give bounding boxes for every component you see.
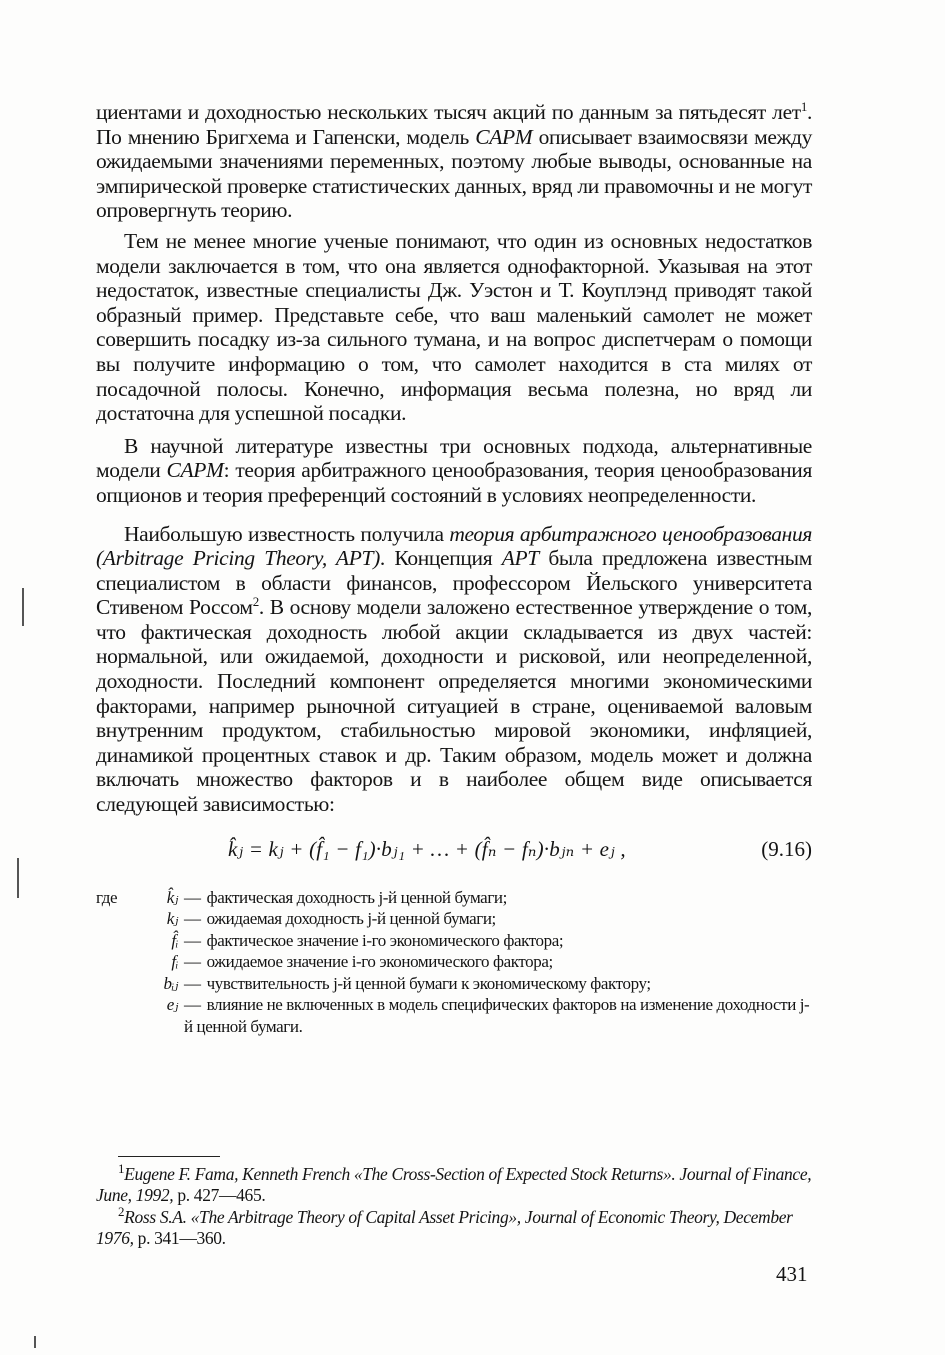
definition-row: [96, 887, 812, 909]
definition-row: [96, 930, 812, 952]
definition-description: фактическая доходность j-й ценной бумаги;: [206, 887, 507, 907]
footnote-2: [96, 1204, 812, 1249]
definition-symbol: f̂ᵢ: [171, 930, 178, 950]
definition-description: ожидаемое значение i-го экономического фактора;: [206, 952, 553, 972]
definition-text: [184, 973, 812, 995]
definition-dash: —: [184, 952, 201, 972]
paragraph-1-text-b: . По мнению Бригхема и Гапенски, модель: [96, 100, 812, 149]
footnote-2-citation: Ross S.A. «The Arbitrage Theory of Capital Asset Pricing», Journal of Economic Theory, December 1976,: [96, 1207, 793, 1248]
definition-symbol: kⱼ: [166, 909, 178, 929]
footnote-ref-2: 2: [252, 594, 259, 610]
formula-9-16: [96, 833, 812, 873]
definition-description: влияние не включенных в модель специфических факторов на изменение доходности j-й ценной бумаги.: [184, 995, 810, 1036]
definition-text: [184, 908, 812, 930]
footnote-ref-1: 1: [800, 98, 807, 114]
definition-symbol: eⱼ: [166, 995, 178, 1015]
definition-symbol: fᵢ: [171, 952, 178, 972]
apt-term: APT: [501, 546, 539, 571]
definitions-list: [96, 887, 812, 1038]
footnote-2-pages: p. 341—360.: [133, 1228, 226, 1248]
capm-term: CAPM: [475, 124, 533, 149]
definition-dash: —: [184, 887, 201, 907]
footnote-1-citation: Eugene F. Fama, Kenneth French «The Cross-Section of Expected Stock Returns». Journal of Finance, June, 1992,: [96, 1164, 812, 1205]
paragraph-4: [96, 522, 812, 817]
footnote-1-mark: 1: [118, 1161, 125, 1177]
margin-mark: [34, 1336, 36, 1348]
where-label: где: [96, 887, 118, 907]
page-number: 431: [776, 1262, 808, 1286]
footnote-1-pages: p. 427—465.: [173, 1185, 266, 1205]
definition-dash: —: [184, 973, 201, 993]
footnote-separator: [118, 1156, 220, 1157]
definition-dash: —: [184, 930, 201, 950]
paragraph-4-text-c: была предложена известным специалистом в области финансов, профессором Йельского университета Стивеном Россом: [96, 546, 813, 620]
paragraph-3-text: В научной литературе известны три основных подхода, альтернативные модели: [96, 433, 812, 483]
footnote-1: [96, 1161, 812, 1206]
equation-number: (9.16): [761, 836, 812, 861]
definition-row: [96, 908, 812, 930]
paragraph-3: [96, 434, 812, 508]
paragraph-4-text: Наибольшую известность получила: [124, 521, 450, 546]
paragraph-4-text-b: . Концепция: [379, 546, 502, 571]
footnote-2-mark: 2: [118, 1204, 125, 1220]
definition-symbol: k̂ⱼ: [166, 887, 178, 907]
definition-description: фактическое значение i-го экономического фактора;: [206, 930, 564, 950]
definition-row: [96, 994, 812, 1037]
definition-dash: —: [184, 909, 201, 929]
page-body: [96, 100, 812, 1037]
definition-text: [184, 930, 812, 952]
paragraph-1: [96, 100, 812, 223]
capm-term: CAPM: [166, 458, 224, 483]
definition-row: [96, 973, 812, 995]
paragraph-2: Тем не менее многие ученые понимают, что один из основных недостатков модели заключается в том, что она является однофакторной. Указывая на этот недостаток, известные специалисты Дж. Уэстон и Т. Коуплэнд приводят такой образный пример. Представьте себе, что ваш маленький самолет не может совершить посадку из-за сильного тумана, и на вопрос диспетчерам о помощи вы получите информацию о том, что самолет находится в ста милях от посадочной полосы. Конечно, информация весьма полезна, но вряд ли достаточна для успешной посадки.: [96, 228, 812, 426]
definition-text: [184, 994, 812, 1037]
definition-text: [184, 887, 812, 909]
paragraph-3-text-b: : теория арбитражного ценообразования, теория ценообразования опционов и теория преференций состояний в условиях неопределенности.: [96, 458, 812, 507]
margin-mark: [22, 588, 24, 626]
definition-row: [96, 951, 812, 973]
definition-description: ожидаемая доходность j-й ценной бумаги;: [206, 909, 496, 929]
paragraph-1-text-c: описывает взаимосвязи между ожидаемыми значениями переменных, поэтому любые выводы, основанные на эмпирической проверке статистических данных, вряд ли правомочны и не могут опровергнуть теорию.: [96, 124, 813, 223]
definition-description: чувствительность j-й ценной бумаги к экономическому фактору;: [206, 973, 651, 993]
paragraph-1-text: циентами и доходностью нескольких тысяч акций по данным за пятьдесят лет: [96, 100, 801, 124]
apt-theory-term: теория арбитражного ценообразования (Arbitrage Pricing Theory, APT): [96, 521, 812, 571]
paragraph-4-text-d: . В основу модели заложено естественное утверждение о том, что фактическая доходность любой акции складывается из двух частей: нормальной, или ожидаемой, доходности и рисковой, или неопределенной, доходности. Последний компонент определяется многими экономическими факторами, например рыночной ситуацией в стране, оцениваемой валовым внутренним продуктом, стабильностью мировой экономики, инфляцией, динамикой процентных ставок и др. Таким образом, модель может и должна включать множество факторов и в наиболее общем виде описывается следующей зависимостью:: [96, 595, 813, 817]
formula-expression: k̂ⱼ = kⱼ + (f̂₁ − f₁)·bⱼ₁ + … + (f̂ₙ − fₙ)·bⱼₙ + eⱼ ,: [228, 836, 626, 861]
margin-mark: [17, 858, 19, 898]
definition-dash: —: [184, 995, 201, 1015]
definition-text: [184, 951, 812, 973]
definition-symbol: bᵢⱼ: [163, 973, 178, 993]
